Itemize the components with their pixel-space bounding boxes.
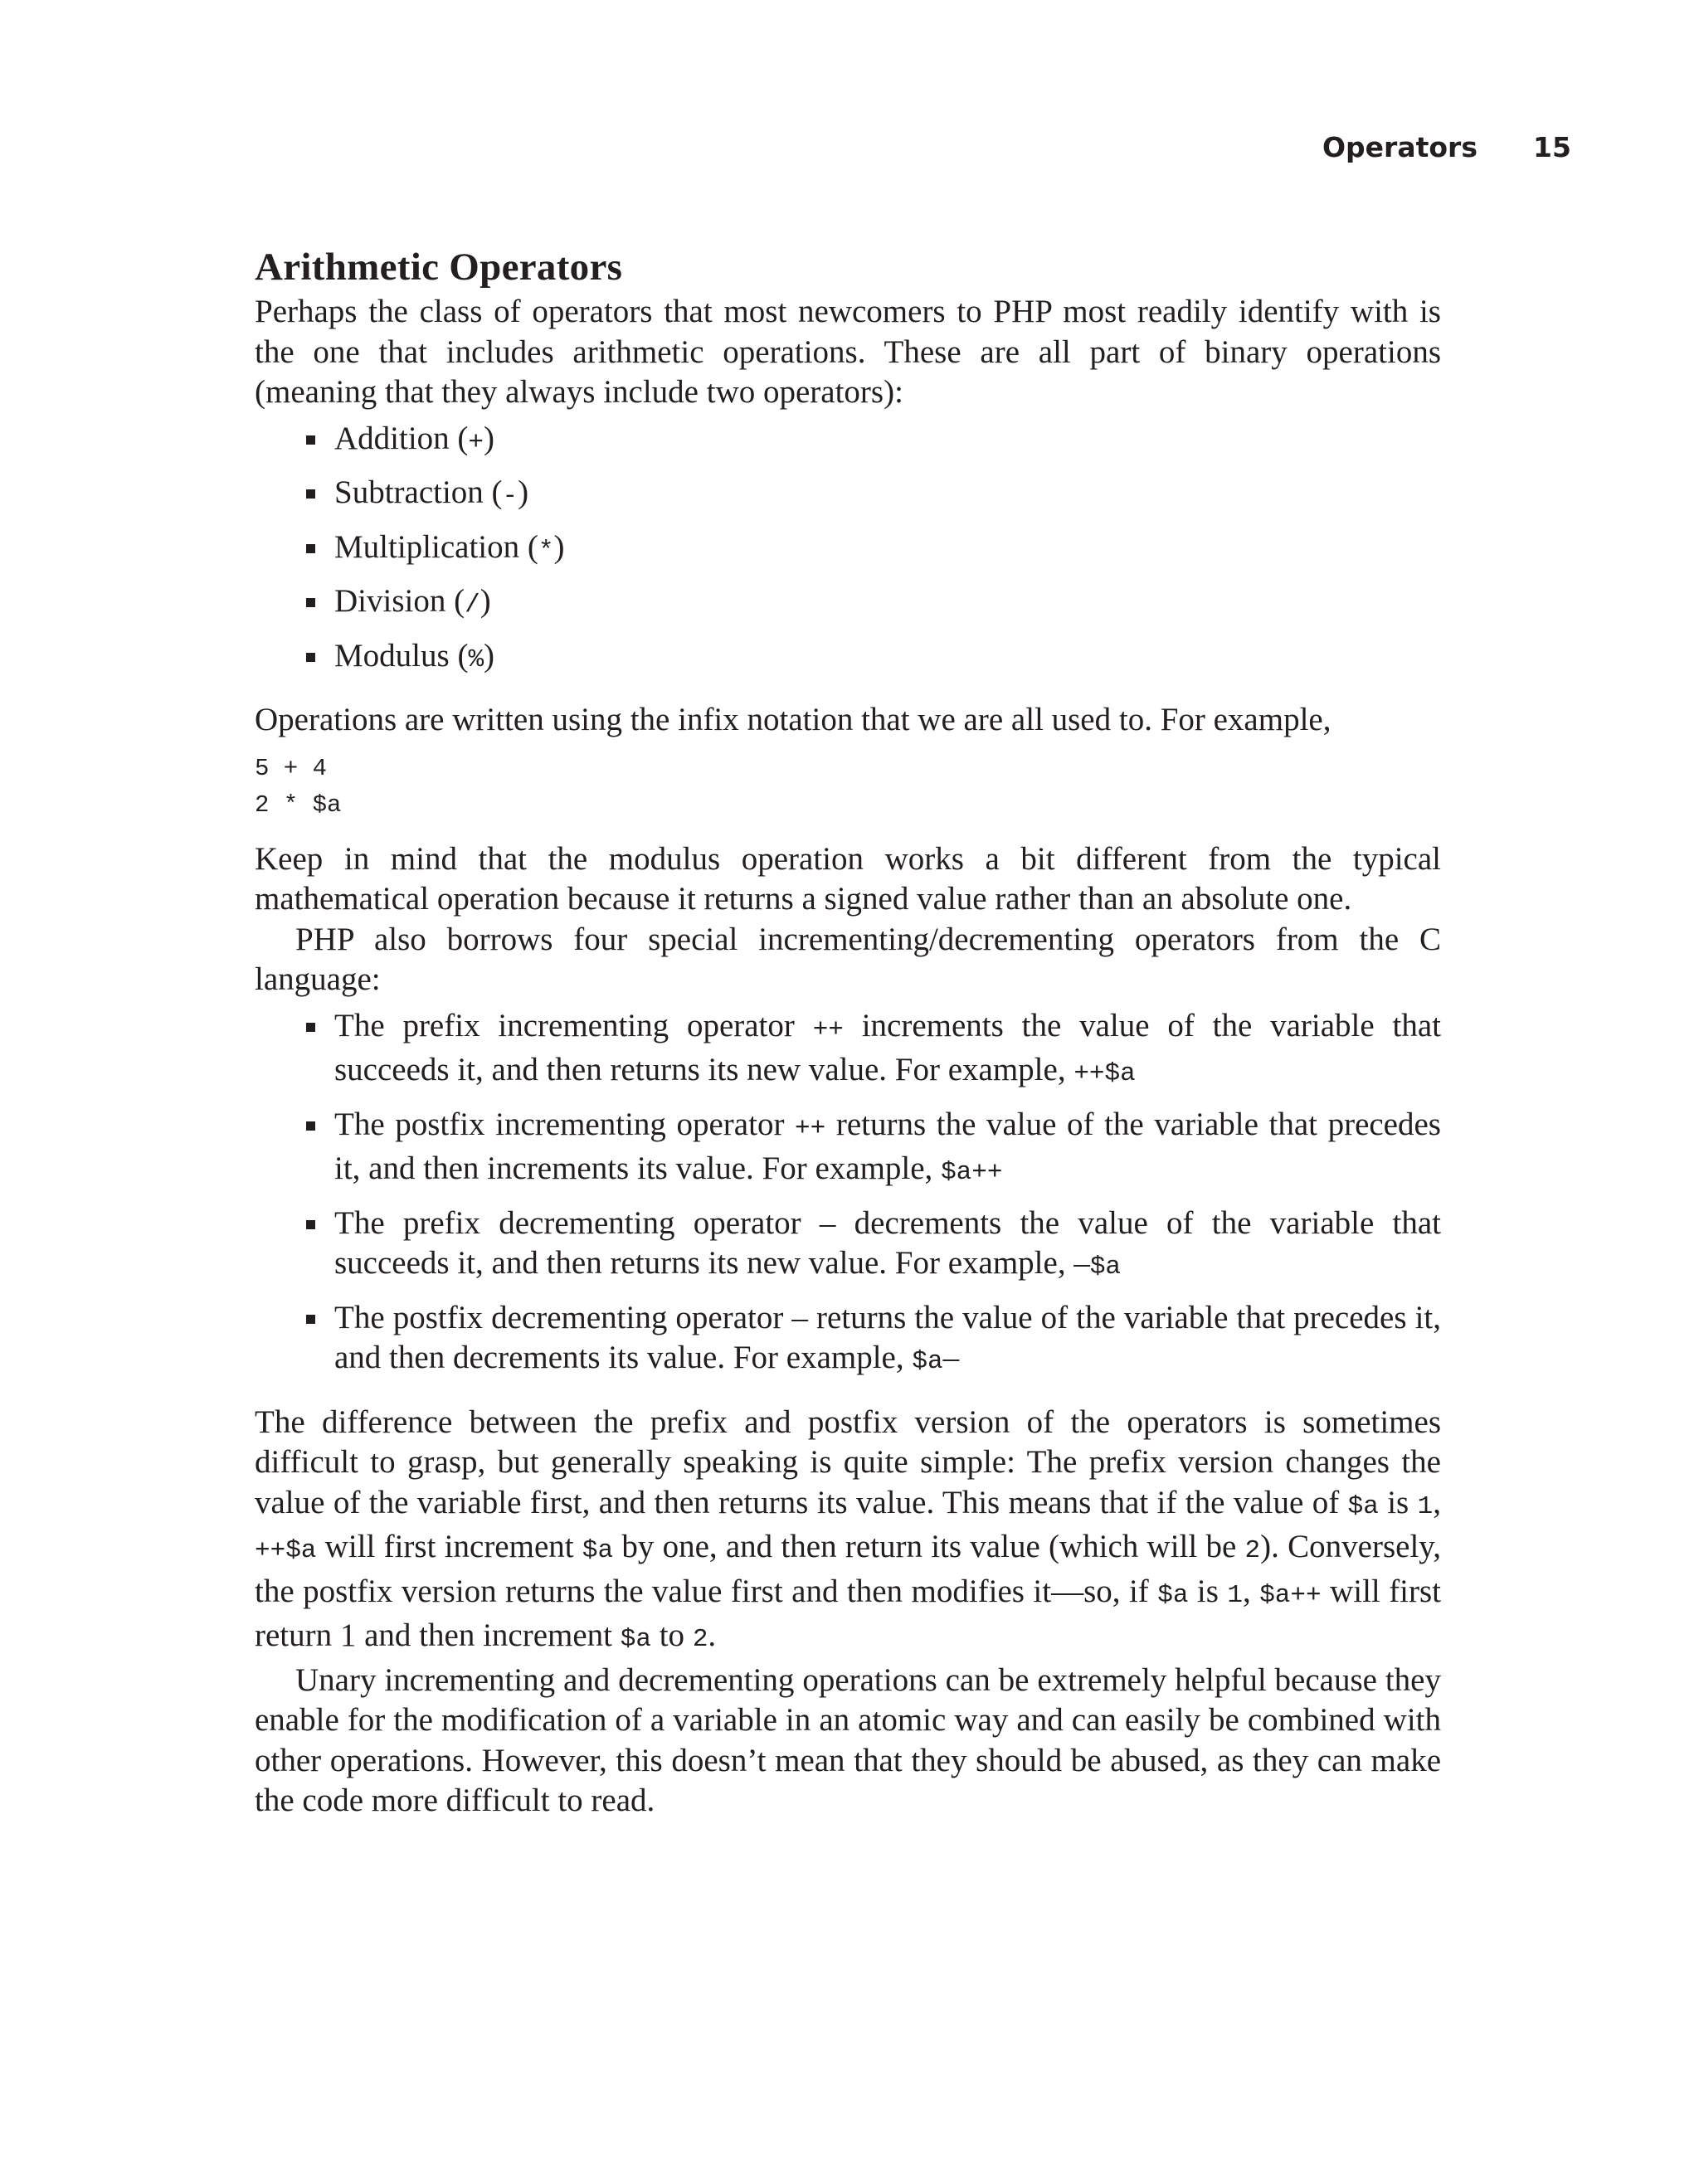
operator-symbol: / [465,591,480,620]
bullet-square-icon [306,1023,315,1032]
bullet-square-icon [306,653,315,662]
code-example [255,751,1441,824]
example-code: ++$a [1073,1059,1136,1088]
infix-paragraph: Operations are written using the infix notation that we are all used to. For example, [255,702,1331,737]
intro-paragraph: Perhaps the class of operators that most newcomers to PHP most readily identify with is the one that includes arithmetic operations. These are all part of binary operations (meaning that they always include two operators): [255,294,1441,410]
running-head [0,131,1699,173]
list-item: Division (/) [334,581,1441,626]
list-item: Multiplication (*) [334,528,1441,572]
code-line: 5 + 4 [255,754,328,782]
bullet-square-icon [306,598,315,607]
page-number: 15 [1533,131,1571,163]
bullet-square-icon [306,1121,315,1131]
difference-paragraph: The difference between the prefix and postfix version of the operators is sometimes difficult to grasp, but generally speaking is quite simple: The prefix version changes the value of the variable first, and then returns its value. This means that if the value of $a is 1, ++$a will first increment $a by one, and then return its value (which will be 2). Conversely, the postfix version returns the value first and then modifies it—so, if $a is 1, $a++ will first return 1 and then increment $a to 2. [255,1403,1442,1654]
bullet-square-icon [306,544,315,553]
operator-symbol: - [502,482,518,511]
increment-operator-list [255,1006,1441,1383]
bullet-square-icon [306,1220,315,1229]
example-code: $a [1089,1253,1122,1282]
bullet-square-icon [306,435,315,445]
list-item: The postfix decrementing operator – returns the value of the variable that precedes it, and then decrements its value. For example, $a– [334,1298,1441,1383]
list-item: Modulus (%) [334,636,1441,681]
page-content [255,242,1441,1822]
operator-symbol: + [468,427,484,457]
bullet-square-icon [306,1315,315,1324]
unary-paragraph: Unary incrementing and decrementing operations can be extremely helpful because they enable for the modification of a variable in an atomic way and can easily be combined with other operations. However, this doesn’t mean that they should be abused, as they can make the code more difficult to read. [255,1661,1441,1818]
code-line: 2 * $a [255,790,342,819]
arithmetic-operator-list [255,419,1441,681]
operator-symbol: % [468,644,484,674]
operator-symbol: * [538,536,554,566]
borrow-paragraph: PHP also borrows four special incrementing/decrementing operators from the C language: [255,921,1441,997]
running-head-title: Operators [1322,131,1477,163]
example-code: $a [912,1347,943,1376]
list-item: Subtraction (-) [334,473,1441,518]
section-heading: Arithmetic Operators [255,246,623,289]
list-item: Addition (+) [334,419,1441,464]
list-item: The postfix incrementing operator ++ returns the value of the variable that precedes it, and then increments its value. For example, $a++ [334,1105,1441,1194]
list-item: The prefix decrementing operator – decrements the value of the variable that succeeds it, and then returns its new value. For example, –$a [334,1204,1441,1288]
list-item: The prefix incrementing operator ++ increments the value of the variable that succeeds it, and then returns its new value. For example, ++$a [334,1006,1441,1095]
example-code: $a++ [941,1158,1003,1187]
modulus-paragraph: Keep in mind that the modulus operation works a bit different from the typical mathematical operation because it returns a signed value rather than an absolute one. [255,840,1441,917]
bullet-square-icon [306,489,315,499]
